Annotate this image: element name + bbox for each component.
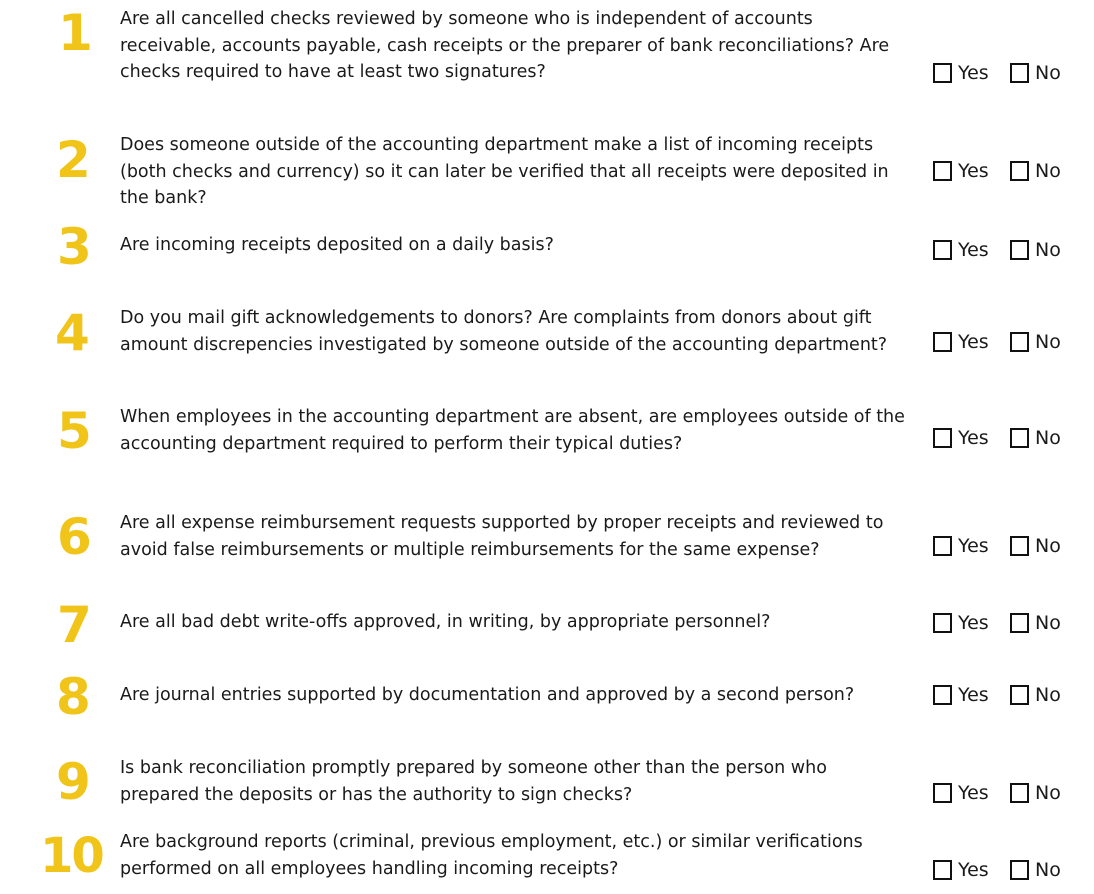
yes-label: Yes — [958, 160, 989, 182]
question-text: Do you mail gift acknowledgements to donors? Are complaints from donors about gift amount discrepencies investigated by someone outside of the accounting department? — [120, 308, 888, 355]
no-checkbox[interactable] — [1010, 782, 1061, 804]
no-label: No — [1035, 612, 1061, 634]
question-number: 4 — [55, 304, 88, 362]
yes-checkbox[interactable] — [933, 612, 989, 634]
checkbox-icon[interactable] — [933, 332, 952, 352]
checkbox-icon[interactable] — [1010, 63, 1029, 83]
no-checkbox[interactable] — [1010, 859, 1061, 881]
yes-checkbox[interactable] — [933, 331, 989, 353]
question-text: Are all cancelled checks reviewed by someone who is independent of accounts receivable, accounts payable, cash receipts or the preparer of bank reconciliations? Are checks required to have at least two signatures? — [120, 9, 890, 82]
checkbox-icon[interactable] — [1010, 685, 1029, 705]
no-label: No — [1035, 782, 1061, 804]
question-text: Is bank reconciliation promptly prepared by someone other than the person who prepared the deposits or has the authority to sign checks? — [120, 758, 827, 805]
question-text: Are all expense reimbursement requests supported by proper receipts and reviewed to avoid false reimbursements or multiple reimbursements for the same expense? — [120, 513, 884, 560]
checkbox-icon[interactable] — [933, 63, 952, 83]
yes-label: Yes — [958, 331, 989, 353]
checkbox-icon[interactable] — [1010, 161, 1029, 181]
checkbox-icon[interactable] — [1010, 536, 1029, 556]
no-checkbox[interactable] — [1010, 331, 1061, 353]
question-number: 7 — [57, 596, 90, 654]
yes-label: Yes — [958, 612, 989, 634]
checkbox-icon[interactable] — [933, 536, 952, 556]
yes-checkbox[interactable] — [933, 239, 989, 261]
question-number: 10 — [40, 828, 103, 884]
no-checkbox[interactable] — [1010, 535, 1061, 557]
checkbox-icon[interactable] — [933, 783, 952, 803]
question-text: Does someone outside of the accounting department make a list of incoming receipts (both checks and currency) so it can later be verified that all receipts were deposited in the bank? — [120, 135, 889, 208]
yes-checkbox[interactable] — [933, 160, 989, 182]
no-checkbox[interactable] — [1010, 239, 1061, 261]
yes-label: Yes — [958, 427, 989, 449]
no-checkbox[interactable] — [1010, 427, 1061, 449]
no-checkbox[interactable] — [1010, 160, 1061, 182]
checkbox-icon[interactable] — [1010, 613, 1029, 633]
yes-checkbox[interactable] — [933, 859, 989, 881]
question-number: 5 — [57, 402, 90, 460]
yes-checkbox[interactable] — [933, 535, 989, 557]
yes-checkbox[interactable] — [933, 684, 989, 706]
question-number: 8 — [56, 668, 89, 726]
question-text: Are journal entries supported by documentation and approved by a second person? — [120, 685, 855, 705]
checkbox-icon[interactable] — [933, 240, 952, 260]
yes-checkbox[interactable] — [933, 782, 989, 804]
question-text: When employees in the accounting department are absent, are employees outside of the accounting department required to perform their typical duties? — [120, 407, 905, 454]
question-text: Are all bad debt write-offs approved, in writing, by appropriate personnel? — [120, 612, 771, 632]
checkbox-icon[interactable] — [1010, 332, 1029, 352]
checkbox-icon[interactable] — [1010, 428, 1029, 448]
no-label: No — [1035, 160, 1061, 182]
no-checkbox[interactable] — [1010, 612, 1061, 634]
yes-label: Yes — [958, 859, 989, 881]
no-label: No — [1035, 427, 1061, 449]
yes-label: Yes — [958, 239, 989, 261]
no-label: No — [1035, 859, 1061, 881]
question-number: 2 — [56, 131, 89, 189]
checkbox-icon[interactable] — [933, 161, 952, 181]
checkbox-icon[interactable] — [1010, 860, 1029, 880]
yes-label: Yes — [958, 62, 989, 84]
checkbox-icon[interactable] — [933, 860, 952, 880]
yes-label: Yes — [958, 782, 989, 804]
checkbox-icon[interactable] — [933, 428, 952, 448]
checkbox-icon[interactable] — [1010, 240, 1029, 260]
no-label: No — [1035, 239, 1061, 261]
yes-checkbox[interactable] — [933, 62, 989, 84]
question-text: Are incoming receipts deposited on a daily basis? — [120, 235, 554, 255]
question-text: Are background reports (criminal, previous employment, etc.) or similar verifications performed on all employees handling incoming receipts? — [120, 832, 863, 879]
no-checkbox[interactable] — [1010, 684, 1061, 706]
no-label: No — [1035, 684, 1061, 706]
checkbox-icon[interactable] — [933, 613, 952, 633]
question-number: 1 — [58, 4, 91, 62]
no-label: No — [1035, 535, 1061, 557]
yes-label: Yes — [958, 684, 989, 706]
no-label: No — [1035, 62, 1061, 84]
question-number: 3 — [57, 218, 90, 276]
yes-checkbox[interactable] — [933, 427, 989, 449]
checkbox-icon[interactable] — [933, 685, 952, 705]
yes-label: Yes — [958, 535, 989, 557]
no-checkbox[interactable] — [1010, 62, 1061, 84]
question-number: 9 — [56, 753, 89, 811]
no-label: No — [1035, 331, 1061, 353]
checkbox-icon[interactable] — [1010, 783, 1029, 803]
question-number: 6 — [57, 508, 90, 566]
